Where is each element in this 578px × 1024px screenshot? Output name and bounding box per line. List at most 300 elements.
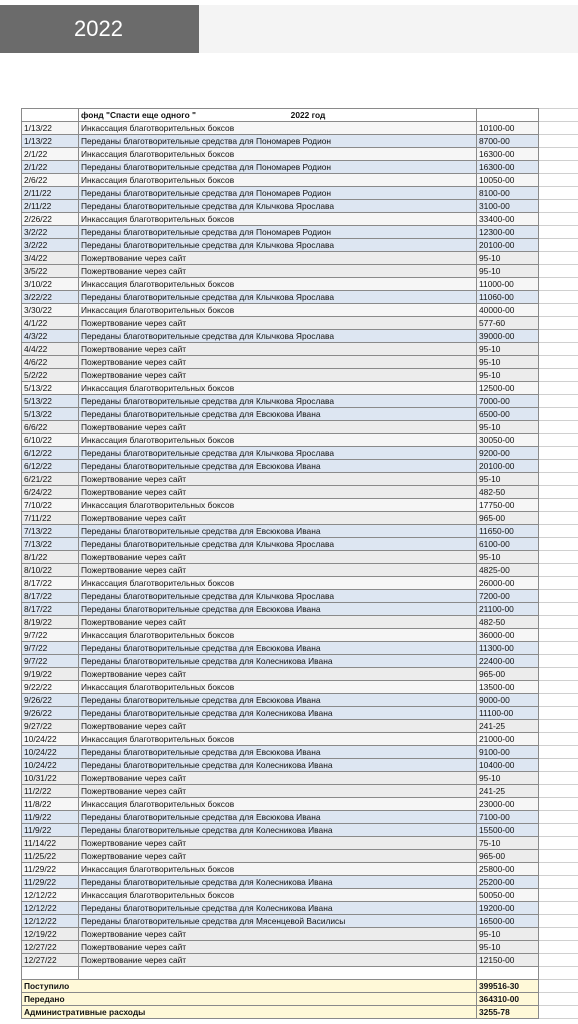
row-extra-cell [539, 538, 578, 551]
row-description: Инкассация благотворительных боксов [79, 434, 477, 447]
blank-cell [539, 967, 578, 980]
row-amount: 12300-00 [477, 226, 539, 239]
table-row [22, 824, 578, 837]
table-row [22, 187, 578, 200]
row-description: Инкассация благотворительных боксов [79, 863, 477, 876]
table-row [22, 772, 578, 785]
table-row [22, 239, 578, 252]
row-extra-cell [539, 252, 578, 265]
row-extra-cell [539, 694, 578, 707]
total-row [22, 1006, 578, 1019]
row-description: Пожертвование через сайт [79, 551, 477, 564]
row-extra-cell [539, 200, 578, 213]
row-amount: 11060-00 [477, 291, 539, 304]
table-row [22, 707, 578, 720]
row-amount: 8700-00 [477, 135, 539, 148]
table-row [22, 135, 578, 148]
row-extra-cell [539, 512, 578, 525]
row-extra-cell [539, 746, 578, 759]
row-date: 12/12/22 [22, 915, 79, 928]
header-empty-cell [22, 109, 79, 122]
row-extra-cell [539, 460, 578, 473]
ledger-table [21, 108, 578, 1019]
table-row [22, 681, 578, 694]
row-date: 11/9/22 [22, 824, 79, 837]
row-description: Переданы благотворительные средства для Пономарев Родион [79, 161, 477, 174]
table-header-row [22, 109, 578, 122]
row-date: 12/27/22 [22, 954, 79, 967]
table-row [22, 421, 578, 434]
row-description: Инкассация благотворительных боксов [79, 889, 477, 902]
row-date: 12/19/22 [22, 928, 79, 941]
table-row [22, 408, 578, 421]
row-extra-cell [539, 954, 578, 967]
row-amount: 17750-00 [477, 499, 539, 512]
row-description: Инкассация благотворительных боксов [79, 213, 477, 226]
row-description: Инкассация благотворительных боксов [79, 382, 477, 395]
table-row [22, 551, 578, 564]
table-row [22, 538, 578, 551]
row-date: 11/29/22 [22, 876, 79, 889]
row-extra-cell [539, 161, 578, 174]
row-amount: 95-10 [477, 941, 539, 954]
row-description: Пожертвование через сайт [79, 954, 477, 967]
row-description: Пожертвование через сайт [79, 668, 477, 681]
row-amount: 39000-00 [477, 330, 539, 343]
row-amount: 95-10 [477, 343, 539, 356]
blank-cell [477, 967, 539, 980]
row-amount: 7200-00 [477, 590, 539, 603]
row-description: Переданы благотворительные средства для Евсюкова Ивана [79, 746, 477, 759]
header-extra-cell [539, 109, 578, 122]
row-extra-cell [539, 811, 578, 824]
row-description: Пожертвование через сайт [79, 785, 477, 798]
row-amount: 4825-00 [477, 564, 539, 577]
row-date: 3/4/22 [22, 252, 79, 265]
row-date: 1/13/22 [22, 122, 79, 135]
row-description: Пожертвование через сайт [79, 486, 477, 499]
total-label: Поступило [22, 980, 477, 993]
table-row [22, 811, 578, 824]
row-date: 8/17/22 [22, 603, 79, 616]
table-row [22, 850, 578, 863]
row-amount: 11000-00 [477, 278, 539, 291]
row-amount: 7100-00 [477, 811, 539, 824]
row-date: 11/29/22 [22, 863, 79, 876]
row-date: 8/19/22 [22, 616, 79, 629]
row-extra-cell [539, 824, 578, 837]
table-row [22, 512, 578, 525]
table-row [22, 252, 578, 265]
row-description: Переданы благотворительные средства для Евсюкова Ивана [79, 460, 477, 473]
row-extra-cell [539, 122, 578, 135]
row-description: Инкассация благотворительных боксов [79, 681, 477, 694]
row-extra-cell [539, 551, 578, 564]
row-extra-cell [539, 265, 578, 278]
row-extra-cell [539, 889, 578, 902]
table-row [22, 590, 578, 603]
table-row [22, 564, 578, 577]
row-description: Переданы благотворительные средства для Евсюкова Ивана [79, 694, 477, 707]
row-description: Переданы благотворительные средства для Пономарев Родион [79, 135, 477, 148]
row-extra-cell [539, 213, 578, 226]
table-row [22, 928, 578, 941]
table-row [22, 486, 578, 499]
row-date: 4/6/22 [22, 356, 79, 369]
row-amount: 9200-00 [477, 447, 539, 460]
row-extra-cell [539, 681, 578, 694]
table-row [22, 473, 578, 486]
row-amount: 36000-00 [477, 629, 539, 642]
row-amount: 95-10 [477, 473, 539, 486]
row-extra-cell [539, 759, 578, 772]
row-description: Инкассация благотворительных боксов [79, 577, 477, 590]
row-date: 11/25/22 [22, 850, 79, 863]
year-title: 2022 [0, 5, 199, 53]
row-amount: 482-50 [477, 486, 539, 499]
row-extra-cell [539, 720, 578, 733]
table-row [22, 889, 578, 902]
table-row [22, 915, 578, 928]
row-extra-cell [539, 421, 578, 434]
table-row [22, 603, 578, 616]
row-amount: 23000-00 [477, 798, 539, 811]
row-description: Переданы благотворительные средства для Колесникова Ивана [79, 759, 477, 772]
blank-cell [22, 967, 79, 980]
year-banner [0, 5, 578, 53]
row-amount: 19200-00 [477, 902, 539, 915]
row-extra-cell [539, 135, 578, 148]
row-extra-cell [539, 928, 578, 941]
header-year: 2022 год [290, 110, 326, 120]
row-description: Переданы благотворительные средства для Мясенцевой Василисы [79, 915, 477, 928]
row-amount: 33400-00 [477, 213, 539, 226]
total-row [22, 993, 578, 1006]
row-amount: 20100-00 [477, 460, 539, 473]
row-amount: 11100-00 [477, 707, 539, 720]
row-date: 1/13/22 [22, 135, 79, 148]
row-description: Пожертвование через сайт [79, 564, 477, 577]
row-amount: 9100-00 [477, 746, 539, 759]
row-amount: 75-10 [477, 837, 539, 850]
row-extra-cell [539, 642, 578, 655]
table-row [22, 642, 578, 655]
row-extra-cell [539, 304, 578, 317]
table-row [22, 161, 578, 174]
row-amount: 16300-00 [477, 148, 539, 161]
table-row [22, 863, 578, 876]
row-amount: 21100-00 [477, 603, 539, 616]
row-description: Пожертвование через сайт [79, 265, 477, 278]
row-description: Переданы благотворительные средства для Евсюкова Ивана [79, 525, 477, 538]
row-extra-cell [539, 408, 578, 421]
row-description: Инкассация благотворительных боксов [79, 122, 477, 135]
row-date: 11/14/22 [22, 837, 79, 850]
row-amount: 50050-00 [477, 889, 539, 902]
row-amount: 95-10 [477, 421, 539, 434]
table-row [22, 525, 578, 538]
total-amount: 364310-00 [477, 993, 539, 1006]
row-date: 10/24/22 [22, 746, 79, 759]
row-date: 9/7/22 [22, 642, 79, 655]
row-description: Инкассация благотворительных боксов [79, 148, 477, 161]
row-extra-cell [539, 330, 578, 343]
row-date: 3/30/22 [22, 304, 79, 317]
table-row [22, 304, 578, 317]
row-description: Переданы благотворительные средства для Евсюкова Ивана [79, 603, 477, 616]
row-extra-cell [539, 902, 578, 915]
row-amount: 965-00 [477, 512, 539, 525]
row-description: Пожертвование через сайт [79, 512, 477, 525]
row-date: 5/2/22 [22, 369, 79, 382]
row-amount: 577-60 [477, 317, 539, 330]
row-description: Переданы благотворительные средства для Пономарев Родион [79, 187, 477, 200]
row-date: 2/26/22 [22, 213, 79, 226]
table-row [22, 577, 578, 590]
table-row [22, 330, 578, 343]
total-amount: 3255-78 [477, 1006, 539, 1019]
header-fund-cell [79, 109, 477, 122]
row-date: 8/17/22 [22, 590, 79, 603]
row-date: 3/10/22 [22, 278, 79, 291]
table-row [22, 395, 578, 408]
row-amount: 13500-00 [477, 681, 539, 694]
row-description: Инкассация благотворительных боксов [79, 304, 477, 317]
row-extra-cell [539, 382, 578, 395]
row-description: Переданы благотворительные средства для Клычкова Ярослава [79, 291, 477, 304]
table-row [22, 369, 578, 382]
row-description: Пожертвование через сайт [79, 369, 477, 382]
row-amount: 11300-00 [477, 642, 539, 655]
row-extra-cell [539, 226, 578, 239]
row-extra-cell [539, 317, 578, 330]
table-row [22, 798, 578, 811]
row-extra-cell [539, 564, 578, 577]
table-row [22, 629, 578, 642]
row-amount: 10050-00 [477, 174, 539, 187]
row-date: 6/21/22 [22, 473, 79, 486]
fund-name: фонд "Спасти еще одного " [81, 110, 197, 120]
table-row [22, 837, 578, 850]
row-extra-cell [539, 655, 578, 668]
total-label: Административные расходы [22, 1006, 477, 1019]
row-description: Пожертвование через сайт [79, 941, 477, 954]
row-amount: 12500-00 [477, 382, 539, 395]
row-description: Переданы благотворительные средства для Колесникова Ивана [79, 902, 477, 915]
row-description: Пожертвование через сайт [79, 252, 477, 265]
table-row [22, 200, 578, 213]
row-extra-cell [539, 174, 578, 187]
table-row [22, 226, 578, 239]
row-description: Переданы благотворительные средства для Колесникова Ивана [79, 707, 477, 720]
row-date: 4/3/22 [22, 330, 79, 343]
row-amount: 16500-00 [477, 915, 539, 928]
row-amount: 482-50 [477, 616, 539, 629]
table-row [22, 876, 578, 889]
row-description: Инкассация благотворительных боксов [79, 174, 477, 187]
row-date: 9/19/22 [22, 668, 79, 681]
table-row [22, 902, 578, 915]
row-description: Пожертвование через сайт [79, 343, 477, 356]
row-amount: 25200-00 [477, 876, 539, 889]
row-date: 7/11/22 [22, 512, 79, 525]
row-date: 9/27/22 [22, 720, 79, 733]
row-amount: 95-10 [477, 928, 539, 941]
row-date: 11/2/22 [22, 785, 79, 798]
row-date: 2/11/22 [22, 187, 79, 200]
row-extra-cell [539, 434, 578, 447]
row-date: 9/7/22 [22, 655, 79, 668]
row-date: 10/24/22 [22, 733, 79, 746]
table-row [22, 499, 578, 512]
row-amount: 26000-00 [477, 577, 539, 590]
total-amount: 399516-30 [477, 980, 539, 993]
row-date: 9/26/22 [22, 707, 79, 720]
row-description: Инкассация благотворительных боксов [79, 499, 477, 512]
row-date: 2/6/22 [22, 174, 79, 187]
row-amount: 241-25 [477, 785, 539, 798]
table-row [22, 746, 578, 759]
row-date: 11/8/22 [22, 798, 79, 811]
row-description: Переданы благотворительные средства для Клычкова Ярослава [79, 447, 477, 460]
row-extra-cell [539, 798, 578, 811]
row-amount: 10100-00 [477, 122, 539, 135]
row-amount: 22400-00 [477, 655, 539, 668]
row-extra-cell [539, 278, 578, 291]
row-description: Пожертвование через сайт [79, 317, 477, 330]
row-extra-cell [539, 772, 578, 785]
row-amount: 40000-00 [477, 304, 539, 317]
table-row [22, 213, 578, 226]
table-row [22, 356, 578, 369]
row-date: 11/9/22 [22, 811, 79, 824]
row-description: Пожертвование через сайт [79, 772, 477, 785]
row-description: Пожертвование через сайт [79, 928, 477, 941]
row-amount: 95-10 [477, 551, 539, 564]
row-amount: 965-00 [477, 850, 539, 863]
row-amount: 15500-00 [477, 824, 539, 837]
row-amount: 6500-00 [477, 408, 539, 421]
row-extra-cell [539, 447, 578, 460]
table-row [22, 265, 578, 278]
row-amount: 8100-00 [477, 187, 539, 200]
row-description: Переданы благотворительные средства для Клычкова Ярослава [79, 330, 477, 343]
row-extra-cell [539, 356, 578, 369]
row-date: 3/2/22 [22, 226, 79, 239]
row-amount: 21000-00 [477, 733, 539, 746]
banner-spacer [199, 5, 578, 53]
row-extra-cell [539, 876, 578, 889]
table-row [22, 174, 578, 187]
row-amount: 95-10 [477, 265, 539, 278]
table-row [22, 343, 578, 356]
row-date: 4/1/22 [22, 317, 79, 330]
row-date: 4/4/22 [22, 343, 79, 356]
table-row [22, 122, 578, 135]
table-row [22, 655, 578, 668]
row-description: Пожертвование через сайт [79, 720, 477, 733]
row-extra-cell [539, 785, 578, 798]
table-row [22, 720, 578, 733]
row-date: 7/13/22 [22, 525, 79, 538]
row-description: Переданы благотворительные средства для Клычкова Ярослава [79, 239, 477, 252]
table-row [22, 278, 578, 291]
row-description: Переданы благотворительные средства для Клычкова Ярослава [79, 200, 477, 213]
row-amount: 965-00 [477, 668, 539, 681]
total-extra-cell [539, 993, 578, 1006]
row-description: Пожертвование через сайт [79, 473, 477, 486]
row-extra-cell [539, 525, 578, 538]
blank-row [22, 967, 578, 980]
table-row [22, 447, 578, 460]
row-date: 6/12/22 [22, 460, 79, 473]
row-extra-cell [539, 733, 578, 746]
total-label: Передано [22, 993, 477, 1006]
row-extra-cell [539, 837, 578, 850]
row-description: Переданы благотворительные средства для Клычкова Ярослава [79, 538, 477, 551]
row-extra-cell [539, 343, 578, 356]
row-description: Переданы благотворительные средства для Пономарев Родион [79, 226, 477, 239]
row-date: 8/10/22 [22, 564, 79, 577]
row-amount: 7000-00 [477, 395, 539, 408]
row-extra-cell [539, 629, 578, 642]
row-amount: 16300-00 [477, 161, 539, 174]
row-amount: 20100-00 [477, 239, 539, 252]
row-amount: 10400-00 [477, 759, 539, 772]
row-date: 3/22/22 [22, 291, 79, 304]
row-date: 9/26/22 [22, 694, 79, 707]
table-row [22, 291, 578, 304]
row-extra-cell [539, 291, 578, 304]
row-date: 2/1/22 [22, 161, 79, 174]
row-amount: 95-10 [477, 356, 539, 369]
row-description: Пожертвование через сайт [79, 356, 477, 369]
table-row [22, 941, 578, 954]
row-amount: 241-25 [477, 720, 539, 733]
row-extra-cell [539, 486, 578, 499]
total-row [22, 980, 578, 993]
row-extra-cell [539, 668, 578, 681]
row-date: 7/10/22 [22, 499, 79, 512]
row-extra-cell [539, 148, 578, 161]
row-extra-cell [539, 863, 578, 876]
row-description: Переданы благотворительные средства для Евсюкова Ивана [79, 408, 477, 421]
table-row [22, 759, 578, 772]
table-row [22, 460, 578, 473]
row-extra-cell [539, 499, 578, 512]
row-extra-cell [539, 590, 578, 603]
row-description: Переданы благотворительные средства для Евсюкова Ивана [79, 642, 477, 655]
row-extra-cell [539, 707, 578, 720]
row-description: Пожертвование через сайт [79, 616, 477, 629]
row-date: 5/13/22 [22, 382, 79, 395]
blank-cell [79, 967, 477, 980]
row-extra-cell [539, 239, 578, 252]
row-amount: 9000-00 [477, 694, 539, 707]
row-date: 12/12/22 [22, 889, 79, 902]
row-extra-cell [539, 473, 578, 486]
total-extra-cell [539, 980, 578, 993]
table-row [22, 434, 578, 447]
row-description: Пожертвование через сайт [79, 837, 477, 850]
row-date: 6/24/22 [22, 486, 79, 499]
row-date: 6/6/22 [22, 421, 79, 434]
row-description: Переданы благотворительные средства для Колесникова Ивана [79, 824, 477, 837]
row-amount: 95-10 [477, 369, 539, 382]
row-date: 9/7/22 [22, 629, 79, 642]
row-date: 3/5/22 [22, 265, 79, 278]
row-extra-cell [539, 616, 578, 629]
